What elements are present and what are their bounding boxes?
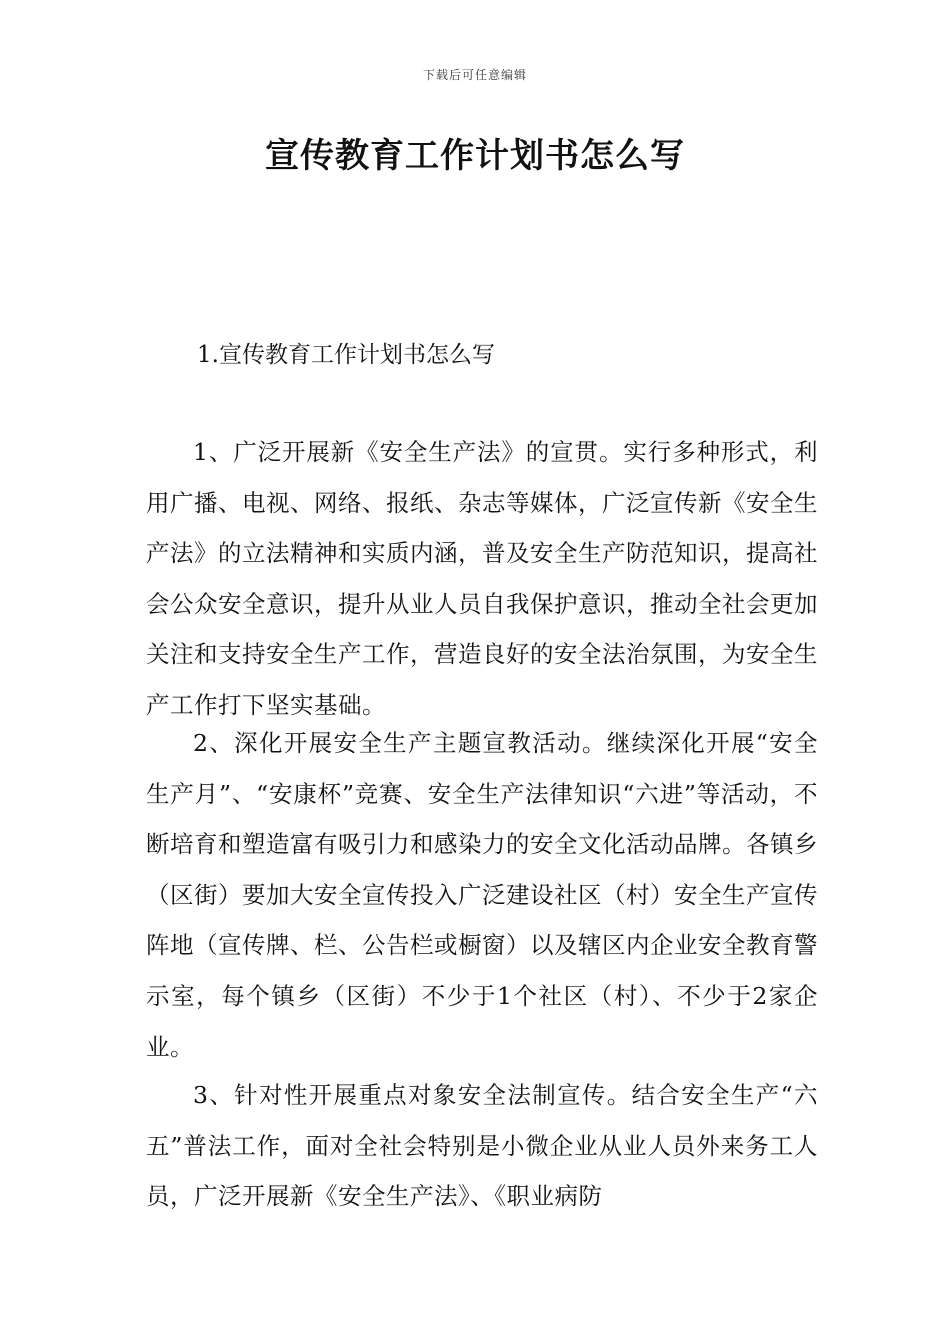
paragraph-2: 2、深化开展安全生产主题宣教活动。继续深化开展“安全生产月”、“安康杯”竞赛、安全生产法律知识“六进”等活动，不断培育和塑造富有吸引力和感染力的安全文化活动品牌。各镇乡（区街）要加大安全宣传投入广泛建设社区（村）安全生产宣传阵地（宣传牌、栏、公告栏或橱窗）以及辖区内企业安全教育警示室，每个镇乡（区街）不少于1个社区（村）、不少于2家企业。 bbox=[146, 729, 818, 1061]
paragraph-1: 1、广泛开展新《安全生产法》的宣贯。实行多种形式，利用广播、电视、网络、报纸、杂志等媒体，广泛宣传新《安全生产法》的立法精神和实质内涵，普及安全生产防范知识，提高社会公众安全意识，提升从业人员自我保护意识，推动全社会更加关注和支持安全生产工作，营造良好的安全法治氛围，为安全生产工作打下坚实基础。 bbox=[146, 438, 818, 719]
header-note: 下载后可任意编辑 bbox=[422, 68, 527, 82]
paragraph-3: 3、针对性开展重点对象安全法制宣传。结合安全生产“六五”普法工作，面对全社会特别是小微企业从业人员外来务工人员，广泛开展新《安全生产法》、《职业病防 bbox=[146, 1081, 818, 1211]
section-heading: 1.宣传教育工作计划书怎么写 bbox=[197, 342, 495, 368]
document-title: 宣传教育工作计划书怎么写 bbox=[265, 136, 685, 176]
